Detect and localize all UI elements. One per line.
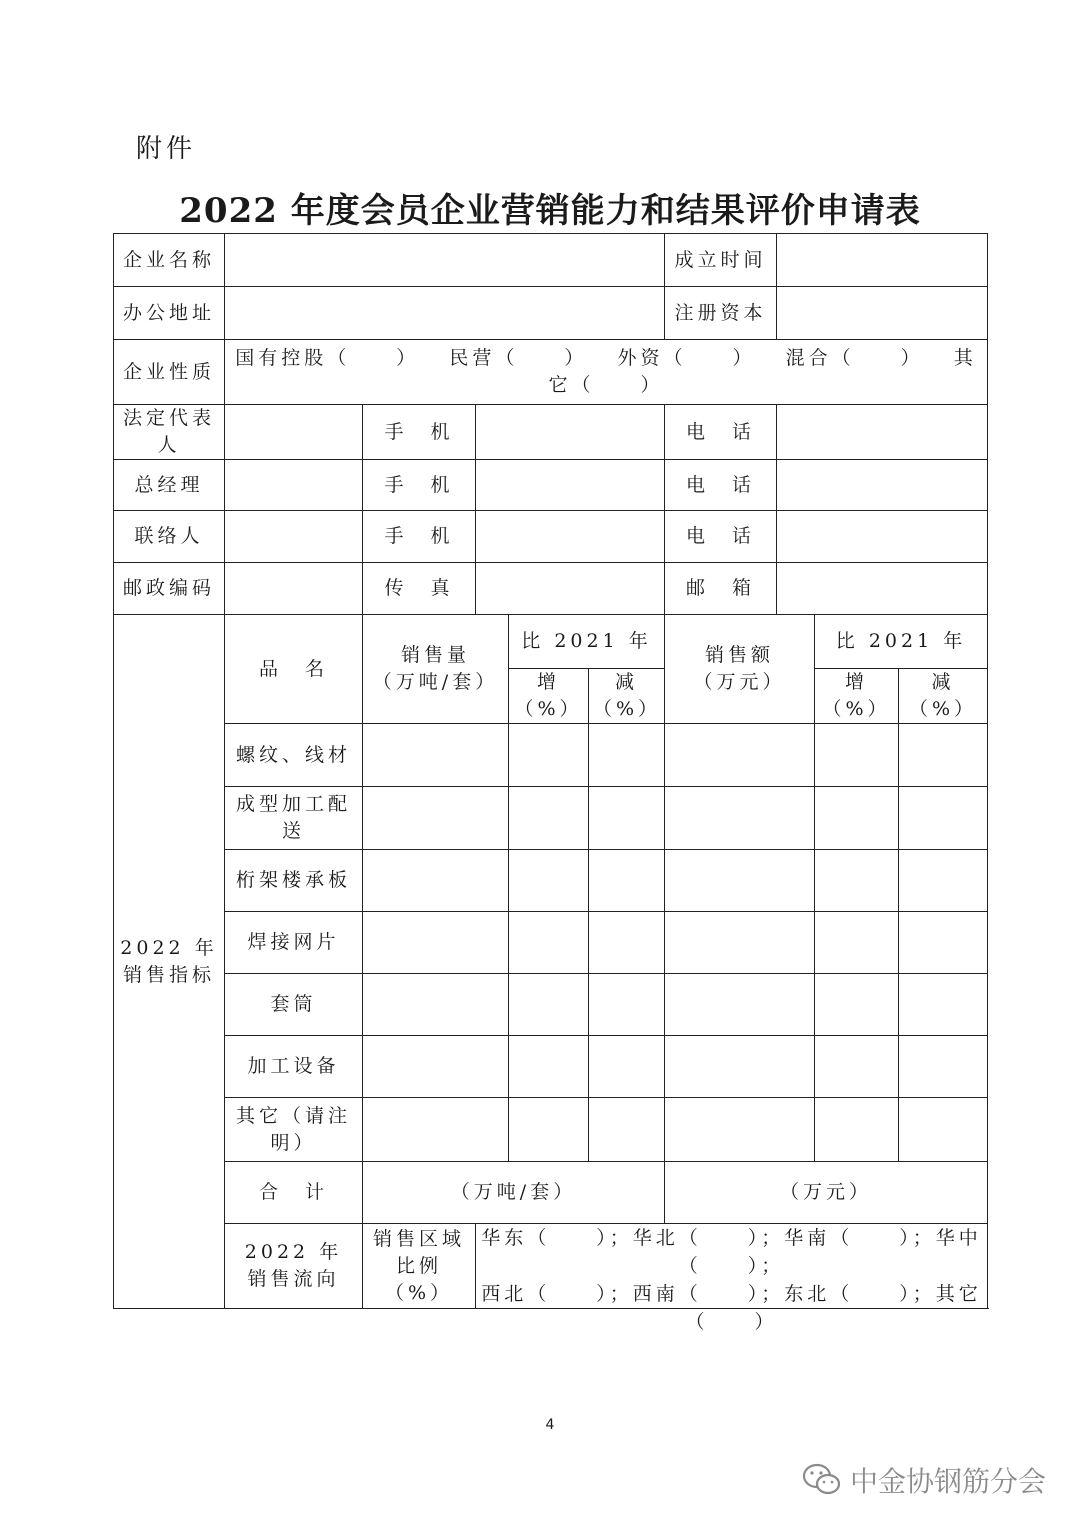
postcode-field[interactable]: [225, 563, 363, 615]
volume-decrease-cell[interactable]: [589, 724, 665, 787]
amount-increase-cell[interactable]: [815, 787, 899, 850]
amount-decrease-header: 减（%）: [899, 669, 988, 724]
founded-label: 成立时间: [665, 234, 777, 287]
volume-increase-cell[interactable]: [509, 724, 589, 787]
phone-label: 电 话: [665, 511, 777, 563]
volume-decrease-header: 减（%）: [589, 669, 665, 724]
postcode-label: 邮政编码: [114, 563, 225, 615]
amount-decrease-cell[interactable]: [899, 974, 988, 1036]
amount-increase-header: 增（%）: [815, 669, 899, 724]
nature-option-other: 其它（ ）: [548, 347, 977, 396]
gm-field[interactable]: [225, 460, 363, 511]
total-volume-field[interactable]: （万吨/套）: [363, 1162, 665, 1224]
total-label: 合 计: [225, 1162, 363, 1224]
amount-increase-cell[interactable]: [815, 724, 899, 787]
product-row: [114, 1098, 988, 1162]
application-form: [113, 233, 988, 1333]
amount-cell[interactable]: [665, 787, 815, 850]
phone-label: 电 话: [665, 405, 777, 460]
product-name-header: 品 名: [225, 615, 363, 724]
fax-label: 传 真: [363, 563, 476, 615]
legal-rep-label: 法定代表人: [114, 405, 225, 460]
total-amount-field[interactable]: （万元）: [665, 1162, 988, 1224]
amount-increase-cell[interactable]: [815, 912, 899, 974]
nature-options[interactable]: [225, 340, 988, 405]
region-ratios[interactable]: [476, 1224, 988, 1333]
nature-option-state: 国有控股（ ）: [235, 347, 420, 369]
volume-increase-header: 增（%）: [509, 669, 589, 724]
liaison-label: 联络人: [114, 511, 225, 563]
product-row: [114, 974, 988, 1036]
amount-cell[interactable]: [665, 724, 815, 787]
volume-decrease-cell[interactable]: [589, 912, 665, 974]
sales-section-label: 2022 年 销售指标: [114, 615, 225, 1309]
capital-field[interactable]: [777, 287, 988, 340]
gm-label: 总经理: [114, 460, 225, 511]
total-row: [114, 1162, 988, 1224]
amount-decrease-cell[interactable]: [899, 850, 988, 912]
product-name: 其它（请注明）: [225, 1098, 363, 1162]
mobile-label: 手 机: [363, 405, 476, 460]
product-name: 桁架楼承板: [225, 850, 363, 912]
nature-option-foreign: 外资（ ）: [617, 347, 756, 369]
volume-cell[interactable]: [363, 1036, 509, 1098]
watermark-text: 中金协钢筋分会: [849, 1465, 1046, 1498]
company-name-field[interactable]: [225, 234, 665, 287]
legal-rep-field[interactable]: [225, 405, 363, 460]
amount-decrease-cell[interactable]: [899, 1098, 988, 1162]
volume-increase-cell[interactable]: [509, 974, 589, 1036]
nature-option-private: 民营（ ）: [449, 347, 588, 369]
volume-decrease-cell[interactable]: [589, 1098, 665, 1162]
attachment-label: 附件: [136, 134, 197, 164]
product-name: 螺纹、线材: [225, 724, 363, 787]
email-label: 邮 箱: [665, 563, 777, 615]
volume-header: 销售量 （万吨/套）: [363, 615, 509, 724]
fax-field[interactable]: [476, 563, 665, 615]
region-line-2: 西北（ ）；西南（ ）；东北（ ）；其它（ ）: [481, 1283, 982, 1333]
volume-cell[interactable]: [363, 1098, 509, 1162]
watermark: [802, 1460, 1046, 1500]
wechat-icon: [802, 1463, 842, 1497]
liaison-field[interactable]: [225, 511, 363, 563]
legal-rep-mobile-field[interactable]: [476, 405, 665, 460]
amount-cell[interactable]: [665, 1098, 815, 1162]
address-field[interactable]: [225, 287, 665, 340]
amount-increase-cell[interactable]: [815, 1098, 899, 1162]
founded-field[interactable]: [777, 234, 988, 287]
volume-increase-cell[interactable]: [509, 1098, 589, 1162]
amount-cell[interactable]: [665, 974, 815, 1036]
volume-increase-cell[interactable]: [509, 850, 589, 912]
company-name-label: 企业名称: [114, 234, 225, 287]
amount-cell[interactable]: [665, 912, 815, 974]
volume-decrease-cell[interactable]: [589, 974, 665, 1036]
liaison-phone-field[interactable]: [777, 511, 988, 563]
volume-increase-cell[interactable]: [509, 912, 589, 974]
amount-increase-cell[interactable]: [815, 1036, 899, 1098]
volume-decrease-cell[interactable]: [589, 787, 665, 850]
volume-increase-cell[interactable]: [509, 1036, 589, 1098]
email-field[interactable]: [777, 563, 988, 615]
amount-increase-cell[interactable]: [815, 974, 899, 1036]
volume-compare-header: 比 2021 年: [509, 615, 665, 669]
amount-compare-header: 比 2021 年: [815, 615, 988, 669]
amount-decrease-cell[interactable]: [899, 724, 988, 787]
product-name: 加工设备: [225, 1036, 363, 1098]
nature-label: 企业性质: [114, 340, 225, 405]
volume-cell[interactable]: [363, 850, 509, 912]
volume-cell[interactable]: [363, 912, 509, 974]
flow-section-label: 2022 年 销售流向: [225, 1224, 363, 1309]
product-row: [114, 724, 988, 787]
gm-phone-field[interactable]: [777, 460, 988, 511]
nature-option-mixed: 混合（ ）: [785, 347, 924, 369]
product-row: [114, 850, 988, 912]
volume-cell[interactable]: [363, 974, 509, 1036]
page-number: 4: [545, 1417, 555, 1433]
volume-increase-cell[interactable]: [509, 787, 589, 850]
volume-decrease-cell[interactable]: [589, 850, 665, 912]
product-name: 套筒: [225, 974, 363, 1036]
product-row: [114, 1036, 988, 1098]
amount-cell[interactable]: [665, 1036, 815, 1098]
amount-increase-cell[interactable]: [815, 850, 899, 912]
address-label: 办公地址: [114, 287, 225, 340]
capital-label: 注册资本: [665, 287, 777, 340]
amount-decrease-cell[interactable]: [899, 912, 988, 974]
amount-cell[interactable]: [665, 850, 815, 912]
volume-cell[interactable]: [363, 787, 509, 850]
product-row: [114, 912, 988, 974]
amount-header: 销售额 （万元）: [665, 615, 815, 724]
amount-decrease-cell[interactable]: [899, 1036, 988, 1098]
phone-label: 电 话: [665, 460, 777, 511]
volume-cell[interactable]: [363, 724, 509, 787]
legal-rep-phone-field[interactable]: [777, 405, 988, 460]
mobile-label: 手 机: [363, 460, 476, 511]
product-name: 焊接网片: [225, 912, 363, 974]
mobile-label: 手 机: [363, 511, 476, 563]
product-row: [114, 787, 988, 850]
gm-mobile-field[interactable]: [476, 460, 665, 511]
amount-decrease-cell[interactable]: [899, 787, 988, 850]
liaison-mobile-field[interactable]: [476, 511, 665, 563]
region-label: 销售区域 比例（%）: [363, 1224, 476, 1309]
volume-decrease-cell[interactable]: [589, 1036, 665, 1098]
page-title: 2022 年度会员企业营销能力和结果评价申请表: [179, 191, 921, 231]
region-line-1: 华东（ ）；华北（ ）；华南（ ）；华中（ ）；: [481, 1227, 982, 1277]
product-name: 成型加工配送: [225, 787, 363, 850]
